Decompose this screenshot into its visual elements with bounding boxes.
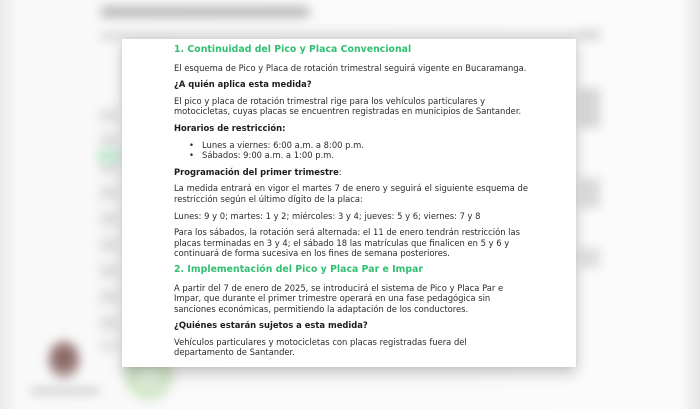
blurred-text-right: [578, 30, 600, 40]
program-text: La medida entrará en vigor el martes 7 de enero y seguirá el siguiente esquema de restricción según el último dígito de la placa:: [174, 183, 528, 204]
blurred-caption: [30, 388, 100, 394]
schedule-item-weekdays: • Lunes a viernes: 6:00 a.m. a 8:00 p.m.: [202, 140, 576, 151]
schedule-heading: Horarios de restricción:: [174, 122, 286, 133]
blurred-text-right: [578, 178, 600, 208]
article-excerpt-card: [122, 39, 576, 367]
section1-heading: 1. Continuidad del Pico y Placa Convencional: [174, 44, 412, 55]
schedule-list: [174, 140, 576, 161]
section2-intro: A partir del 7 de enero de 2025, se introducirá el sistema de Pico y Placa Par e Impar, que durante el primer trimestre operará en una fase pedagógica sin sanciones económicas, permitiendo la adaptación de los conductores.: [174, 282, 504, 314]
program-heading-row: [174, 167, 528, 178]
schedule-item-saturdays: • Sábados: 9:00 a.m. a 1:00 p.m.: [202, 150, 576, 161]
blurred-text-left: [100, 110, 118, 350]
section2-heading: 2. Implementación del Pico y Placa Par e Impar: [174, 263, 424, 275]
applies-question: ¿A quién aplica esta medida?: [174, 79, 312, 90]
program-heading-colon: :: [338, 166, 342, 177]
blurred-title: [100, 6, 310, 18]
program-heading: Programación del primer trimestre: [174, 166, 339, 177]
digits-schedule: Lunes: 9 y 0; martes: 1 y 2; miércoles: 3 y 4; jueves: 5 y 6; viernes: 7 y 8: [174, 210, 481, 221]
blurred-text-right: [578, 248, 600, 268]
blurred-green-heading: [98, 150, 120, 162]
subject-question: ¿Quiénes estarán sujetos a esta medida?: [174, 320, 368, 331]
blurred-text-right: [578, 88, 600, 128]
saturdays-text: Para los sábados, la rotación será alternada: el 11 de enero tendrán restricción las placas terminadas en 3 y 4; el sábado 18 las matrículas que finalicen en 5 y 6 y continuará de forma sucesiva en los fines de semana posteriores.: [174, 227, 520, 259]
blurred-avatar-icon: [48, 340, 80, 380]
section1-intro: El esquema de Pico y Placa de rotación trimestral seguirá vigente en Bucaramanga.: [174, 62, 527, 73]
subject-text: Vehículos particulares y motocicletas con placas registradas fuera del departamento de Santander.: [174, 336, 467, 358]
applies-text: El pico y placa de rotación trimestral rige para los vehículos particulares y motocicletas, cuyas placas se encuentren registradas en municipios de Santander.: [174, 95, 522, 117]
